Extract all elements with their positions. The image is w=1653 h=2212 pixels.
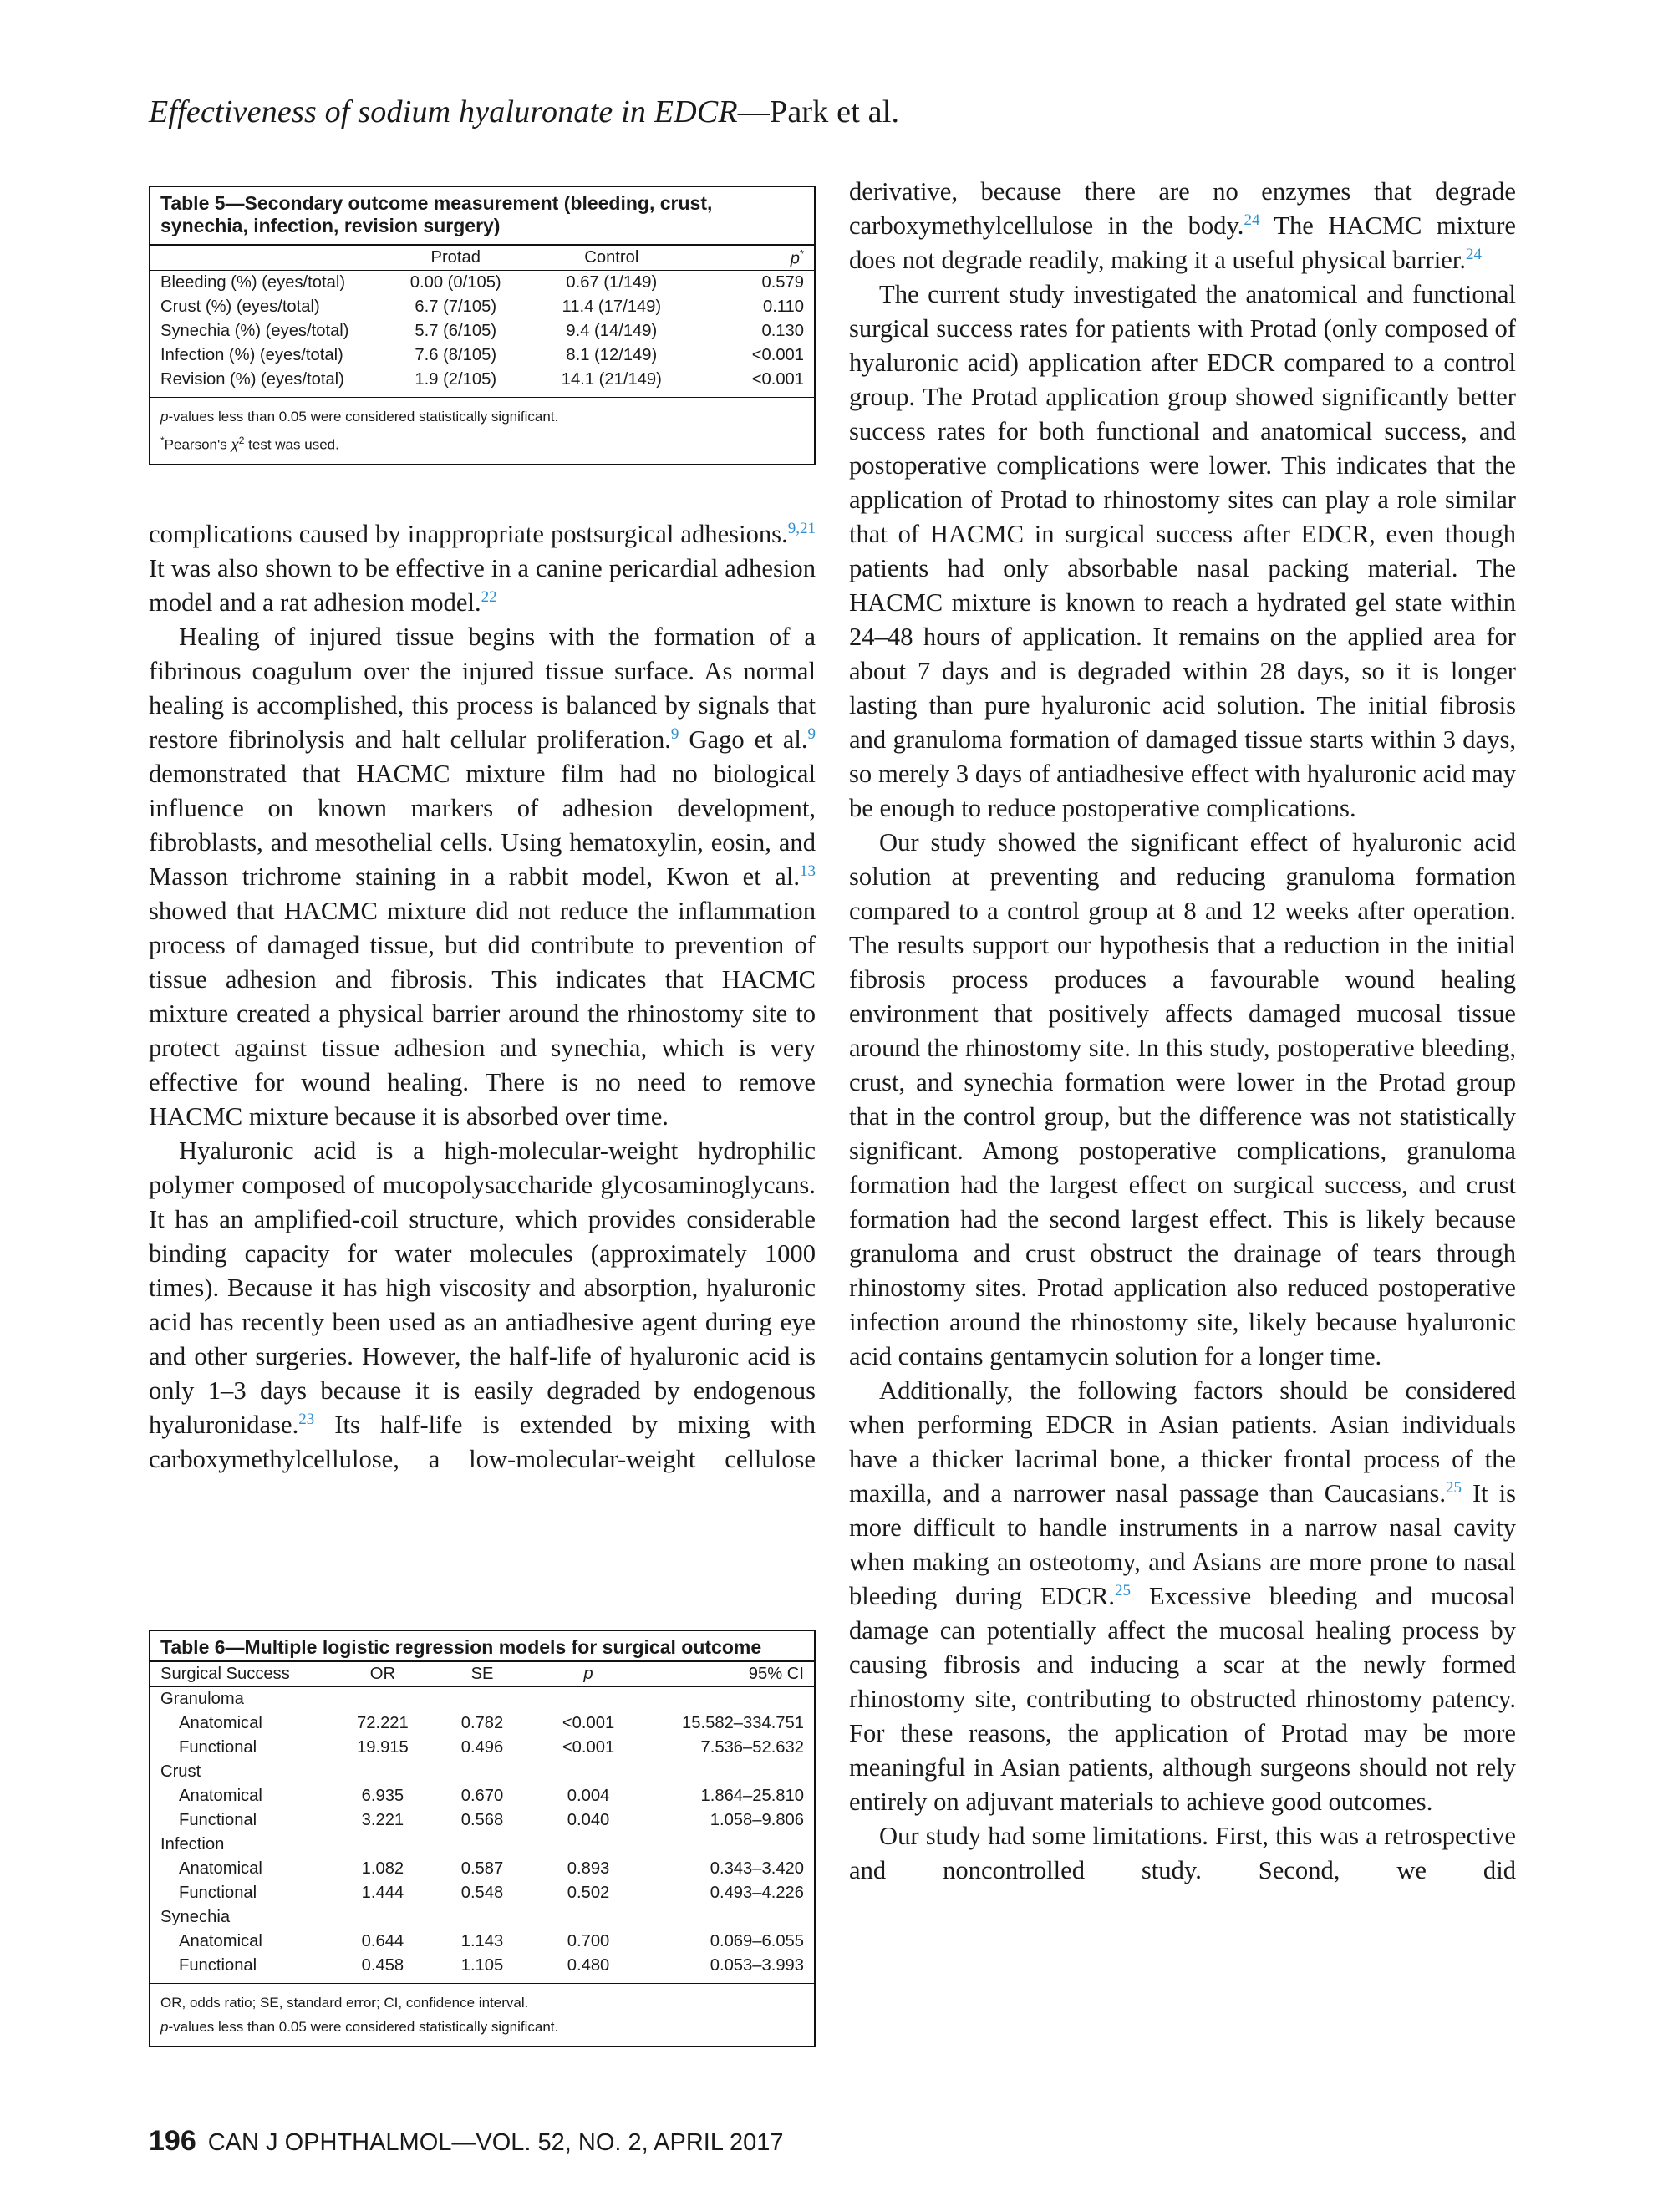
citation[interactable]: 22 (481, 587, 497, 606)
table-5-title: Table 5—Secondary outcome measurement (bleeding, crust, synechia, infection, revision surgery) (150, 187, 814, 246)
paragraph: Our study showed the significant effect of hyaluronic acid solution at preventing and reducing granuloma formation compared to a control group at 8 and 12 weeks after operation. The results support our hypothesis that a reduction in the initial fibrosis process produces a favourable wound healing environment that positively affects damaged mucosal tissue around the rhinostomy site. In this study, postoperative bleeding, crust, and synechia formation were lower in the Protad group that in the control group, but the difference was not statistically significant. Among postoperative complications, granuloma formation had the largest effect on surgical success, and crust formation had the second largest effect. This is likely because granuloma and crust obstruct the drainage of tears through rhinostomy sites. Protad application also reduced postoperative infection around the rhinostomy site, likely because hyaluronic acid contains gentamycin solution for a longer time. (849, 828, 1516, 1370)
table-row: Functional 1.444 0.548 0.502 0.493–4.226 (179, 1884, 804, 1902)
page-footer (149, 2125, 783, 2158)
paragraph: derivative, because there are no enzymes that degrade carboxymethylcellulose in the body.$^{24}$ The HACMC mixture does not degrade readily, making it a useful physical barrier.$^{24}$ (849, 177, 1516, 274)
journal-citation: CAN J OPHTHALMOL—VOL. 52, NO. 2, APRIL 2017 (207, 2129, 784, 2156)
table-5 (149, 186, 816, 465)
table-6-title: Table 6—Multiple logistic regression models for surgical outcome (150, 1631, 814, 1662)
table-row: Crust (%) (eyes/total) 6.7 (7/105) 11.4 (17/149) 0.110 (160, 297, 804, 316)
table-6-grid (150, 1662, 814, 1983)
table-group-row: Granuloma (160, 1690, 244, 1708)
paragraph: complications caused by inappropriate postsurgical adhesions.$^{9,21}$ It was also shown to be effective in a canine pericardial adhesion model and a rat adhesion model.$^{22}$ (149, 519, 816, 617)
running-header (149, 94, 899, 130)
table-5-col-protad: Protad (389, 246, 522, 271)
table-5-footnote-test: *Pearson's $\chi^2$ test was used. (160, 435, 339, 453)
table-row: Revision (%) (eyes/total) 1.9 (2/105) 14.1 (21/149) <0.001 (160, 370, 804, 389)
table-group-row: Synechia (160, 1908, 231, 1926)
table-6-col-ci: 95% CI (648, 1662, 814, 1687)
table-6-footnote-abbrev: OR, odds ratio; SE, standard error; CI, confidence interval. (160, 1995, 529, 2011)
table-row: Bleeding (%) (eyes/total) 0.00 (0/105) 0.67 (1/149) 0.579 (160, 273, 804, 292)
table-5-header-row (150, 246, 814, 271)
paragraph: Hyaluronic acid is a high-molecular-weight hydrophilic polymer composed of mucopolysaccharide glycosaminoglycans. It has an amplified-coil structure, which provides considerable binding capacity for water molecules (approximately 1000 times). Because it has high viscosity and absorption, hyaluronic acid has recently been used as an antiadhesive agent during eye and other surgeries. However, the half-life of hyaluronic acid is only 1–3 days because it is easily degraded by endogenous hyaluronidase.$^{23}$ Its half-life is extended by mixing with carboxymethylcellulose, a low-molecular-weight cellulose (149, 1137, 816, 1473)
table-6-header-row (150, 1662, 814, 1687)
paragraph: Our study had some limitations. First, this was a retrospective and noncontrolled study. Second, we did (849, 1822, 1516, 1884)
table-6 (149, 1630, 816, 2047)
table-6-col-p: p (529, 1662, 648, 1687)
table-5-col-control: Control (522, 246, 701, 271)
table-5-col-label (150, 246, 389, 271)
table-row: Anatomical 72.221 0.782 <0.001 15.582–334.751 (179, 1714, 804, 1732)
paragraph: Additionally, the following factors should be considered when performing EDCR in Asian patients. Asian individuals have a thicker lacrimal bone, a thicker frontal process of the maxilla, and a narrower nasal passage than Caucasians.$^{25}$ It is more difficult to handle instruments in a narrow nasal cavity when making an osteotomy, and Asians are more prone to nasal bleeding during EDCR.$^{25}$ Excessive bleeding and mucosal damage can potentially affect the mucosal healing process by causing fibrosis and inducing a scar at the newly formed rhinostomy site, contributing to obstructed rhinostomy patency. For these reasons, the application of Protad may be more meaningful in Asian patients, although surgeons should not rely entirely on adjuvant materials to achieve good outcomes. (849, 1376, 1517, 1816)
table-6-footnote-p: p-values less than 0.05 were considered statistically significant. (160, 2019, 559, 2035)
table-5-footnote-p: p-values less than 0.05 were considered statistically significant. (160, 409, 559, 425)
citation[interactable]: 9 (807, 725, 816, 743)
table-5-footnotes (150, 397, 814, 464)
table-row: Infection (%) (eyes/total) 7.6 (8/105) 8.1 (12/149) <0.001 (160, 346, 804, 364)
table-row: Functional 19.915 0.496 <0.001 7.536–52.632 (179, 1738, 804, 1757)
right-column-text (849, 175, 1516, 1888)
citation[interactable]: 9 (670, 725, 679, 743)
table-5-col-p: p* (701, 246, 814, 271)
table-group-row: Infection (160, 1835, 225, 1854)
citation[interactable]: 24 (1244, 211, 1260, 229)
table-6-col-se: SE (435, 1662, 528, 1687)
table-group-row: Crust (160, 1762, 201, 1781)
citation[interactable]: 24 (1465, 245, 1482, 263)
table-row: Functional 3.221 0.568 0.040 1.058–9.806 (179, 1811, 804, 1829)
table-row: Anatomical 0.644 1.143 0.700 0.069–6.055 (179, 1932, 804, 1950)
table-6-col-outcome: Surgical Success (150, 1662, 329, 1687)
paragraph: The current study investigated the anatomical and functional surgical success rates for patients with Protad (only composed of hyaluronic acid) application after EDCR compared to a control group. The Protad application group showed significantly better success rates for both functional and anatomical success, and postoperative complications were lower. This indicates that the application of Protad to rhinostomy sites can play a role similar that of HACMC in surgical success after EDCR, even though patients had only absorbable nasal packing material. The HACMC mixture is known to reach a hydrated gel state within 24–48 hours of application. It remains on the applied area for about 7 days and is degraded within 28 days, so it is longer lasting than pure hyaluronic acid solution. The initial fibrosis and granuloma formation of damaged tissue starts within 3 days, so merely 3 days of antiadhesive effect with hyaluronic acid may be enough to reduce postoperative complications. (849, 280, 1516, 822)
table-row: Anatomical 1.082 0.587 0.893 0.343–3.420 (179, 1859, 804, 1878)
page-number: 196 (149, 2125, 196, 2157)
citation[interactable]: 25 (1446, 1478, 1462, 1497)
table-row: Functional 0.458 1.105 0.480 0.053–3.993 (179, 1956, 804, 1975)
paragraph: Healing of injured tissue begins with the formation of a fibrinous coagulum over the injured tissue surface. As normal healing is accomplished, this process is balanced by signals that restore fibrinolysis and halt cellular proliferation.$^9$ Gago et al.$^9$ demonstrated that HACMC mixture film had no biological influence on known markers of adhesion development, fibroblasts, and mesothelial cells. Using hematoxylin, eosin, and Masson trichrome staining in a rabbit model, Kwon et al.$^{13}$ showed that HACMC mixture did not reduce the inflammation process of damaged tissue, but did contribute to prevention of tissue adhesion and fibrosis. This indicates that HACMC mixture created a physical barrier around the rhinostomy site to protect against tissue adhesion and synechia, which is very effective for wound healing. There is no need to remove HACMC mixture because it is absorbed over time. (149, 623, 816, 1131)
table-row: Anatomical 6.935 0.670 0.004 1.864–25.810 (179, 1787, 804, 1805)
citation[interactable]: 9,21 (787, 519, 816, 537)
table-5-grid (150, 246, 814, 397)
citation[interactable]: 23 (298, 1410, 315, 1428)
citation[interactable]: 13 (800, 862, 816, 880)
header-authors: —Park et al. (737, 94, 900, 130)
left-column-text (149, 517, 816, 1477)
header-title: Effectiveness of sodium hyaluronate in EDCR (149, 94, 738, 130)
table-row: Synechia (%) (eyes/total) 5.7 (6/105) 9.4 (14/149) 0.130 (160, 322, 804, 340)
table-6-footnotes (150, 1983, 814, 2046)
citation[interactable]: 25 (1115, 1581, 1132, 1599)
table-6-col-or: OR (329, 1662, 435, 1687)
